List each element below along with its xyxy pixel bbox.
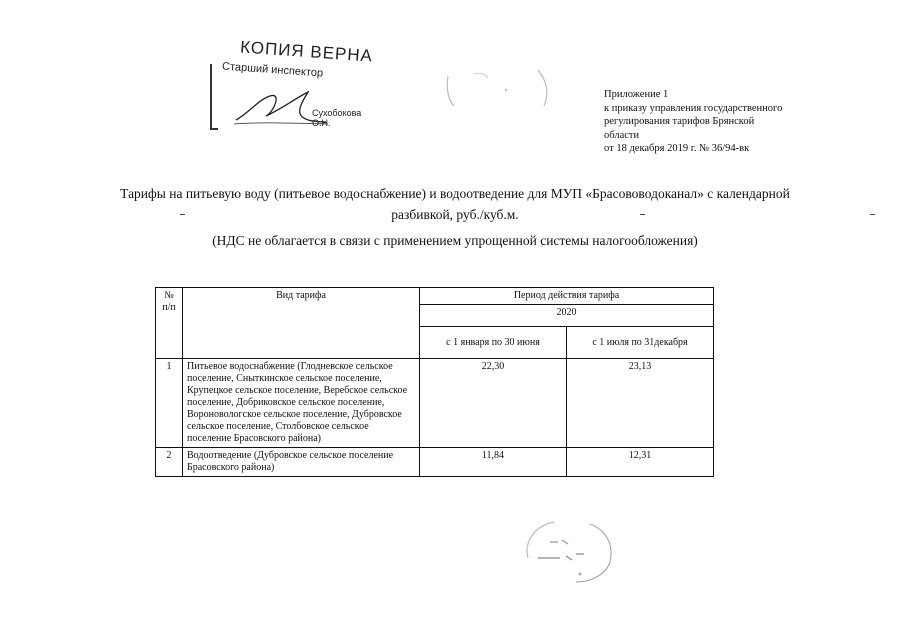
header-period2: с 1 июля по 31декабря xyxy=(567,327,714,359)
row-num: 2 xyxy=(156,448,183,477)
dash-mark xyxy=(870,214,875,215)
document-title xyxy=(90,183,820,225)
row-name: Питьевое водоснабжение (Глодневское сельское поселение, Сныткинское сельское поселение, Крупецкое сельское поселение, Веребское сельское поселение, Добриковское сельское поселение, Вороновологское сельское поселение, Дубровское сельское поселение, Столбовское сельское поселение Брасовского района) xyxy=(183,359,420,448)
copy-stamp xyxy=(210,37,380,128)
appendix-line: к приказу управления государственного xyxy=(604,102,783,114)
table-row xyxy=(156,359,714,448)
title-line: разбивкой, руб./куб.м. xyxy=(391,207,519,222)
stamp-title: КОПИЯ ВЕРНА xyxy=(239,37,374,66)
appendix-line: от 18 декабря 2019 г. № 36/94-вк xyxy=(604,143,750,154)
row-value-1: 11,84 xyxy=(420,448,567,477)
dash-mark xyxy=(180,214,185,215)
header-period1: с 1 января по 30 июня xyxy=(420,327,567,359)
dash-mark xyxy=(640,214,645,215)
row-value-2: 23,13 xyxy=(567,359,714,448)
appendix-line: Приложение 1 xyxy=(604,89,669,100)
row-num: 1 xyxy=(156,359,183,448)
header-year: 2020 xyxy=(420,305,714,327)
row-name: Водоотведение (Дубровское сельское поселение Брасовского района) xyxy=(183,448,420,477)
table-header-row xyxy=(156,288,714,305)
faint-mark xyxy=(440,66,560,116)
appendix-line: регулирования тарифов Брянской xyxy=(604,116,755,127)
header-num: № п/п xyxy=(156,288,183,359)
row-value-1: 22,30 xyxy=(420,359,567,448)
stamp-frame xyxy=(210,64,218,130)
header-period: Период действия тарифа xyxy=(420,288,714,305)
table-row xyxy=(156,448,714,477)
row-value-2: 12,31 xyxy=(567,448,714,477)
appendix-line: области xyxy=(604,129,640,141)
document-subtitle: (НДС не облагается в связи с применением упрощенной системы налогообложения) xyxy=(212,233,698,248)
tariff-table xyxy=(155,287,714,477)
stamp-role: Старший инспектор xyxy=(221,60,324,80)
round-seal xyxy=(520,518,620,588)
stamp-name: Сухобокова О.Н. xyxy=(312,108,362,128)
title-line: Тарифы на питьевую воду (питьевое водоснабжение) и водоотведение для МУП «Брасововодоканал» с календарной xyxy=(120,186,790,201)
header-type: Вид тарифа xyxy=(183,288,420,359)
appendix-block xyxy=(604,88,782,156)
